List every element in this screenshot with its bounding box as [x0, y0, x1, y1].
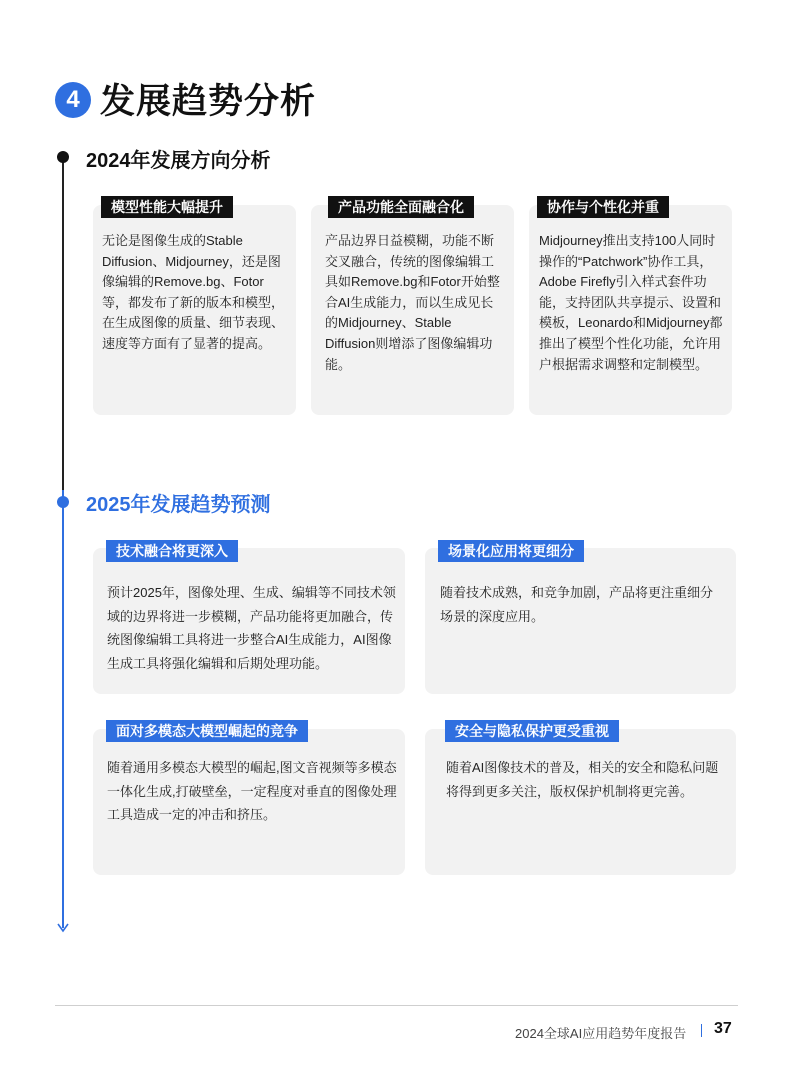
card-tag: 模型性能大幅提升: [101, 196, 233, 218]
chapter-number-badge: 4: [55, 82, 91, 118]
timeline-dot-2024: [57, 151, 69, 163]
card-text: Midjourney推出支持100人同时操作的“Patchwork”协作工具，Adobe Firefly引入样式套件功能，支持团队共享提示、设置和模板，Leonardo和Midjourney都推出了模型个性化功能，允许用户根据需求调整和定制模型。: [539, 233, 723, 372]
card-2024-fusion: [311, 199, 514, 415]
card-text: 随着AI图像技术的普及，相关的安全和隐私问题将得到更多关注，版权保护机制将更完善。: [446, 760, 719, 799]
card-tag: 场景化应用将更细分: [438, 540, 584, 562]
footer-divider: [55, 1005, 738, 1006]
card-2025-tech-fusion: [93, 543, 405, 694]
section-heading-2024: 2024年发展方向分析: [86, 150, 271, 172]
card-text: 无论是图像生成的Stable Diffusion、Midjourney，还是图像编辑的Remove.bg、Fotor等，都发布了新的版本和模型，在生成图像的质量、细节表现、速度等方面有了显著的提高。: [102, 233, 285, 351]
timeline-line-2025: [62, 490, 64, 928]
timeline-dot-2025: [57, 496, 69, 508]
card-tag: 协作与个性化并重: [537, 196, 669, 218]
card-text: 产品边界日益模糊，功能不断交叉融合，传统的图像编辑工具如Remove.bg和Fotor开始整合AI生成能力，而以生成见长的Midjourney、Stable Diffusion则增添了图像编辑功能。: [325, 233, 500, 372]
card-2024-collaboration: [529, 199, 732, 415]
timeline-line-2024: [62, 160, 64, 490]
page-number: 37: [714, 1020, 732, 1037]
card-2024-performance: [93, 199, 296, 415]
card-text: 随着技术成熟，和竞争加剧，产品将更注重细分场景的深度应用。: [440, 585, 714, 624]
card-tag: 面对多模态大模型崛起的竞争: [106, 720, 308, 742]
timeline-arrow-down-icon: [56, 922, 70, 934]
card-2025-security: [425, 723, 736, 875]
card-tag: 产品功能全面融合化: [328, 196, 474, 218]
footer-report-title: 2024全球AI应用趋势年度报告: [515, 1026, 687, 1041]
footer-separator: [701, 1024, 702, 1037]
page-title: 发展趋势分析: [100, 82, 317, 121]
card-2025-multimodal: [93, 723, 405, 875]
card-2025-scenario: [425, 543, 736, 694]
card-tag: 安全与隐私保护更受重视: [445, 720, 619, 742]
card-text: 随着通用多模态大模型的崛起,图文音视频等多模态一体化生成,打破壁垒，一定程度对垂直的图像处理工具造成一定的冲击和挤压。: [107, 760, 397, 822]
section-heading-2025: 2025年发展趋势预测: [86, 494, 271, 516]
card-text: 预计2025年，图像处理、生成、编辑等不同技术领域的边界将进一步模糊，产品功能将更加融合，传统图像编辑工具将进一步整合AI生成能力，AI图像生成工具将强化编辑和后期处理功能。: [107, 585, 396, 671]
card-tag: 技术融合将更深入: [106, 540, 238, 562]
